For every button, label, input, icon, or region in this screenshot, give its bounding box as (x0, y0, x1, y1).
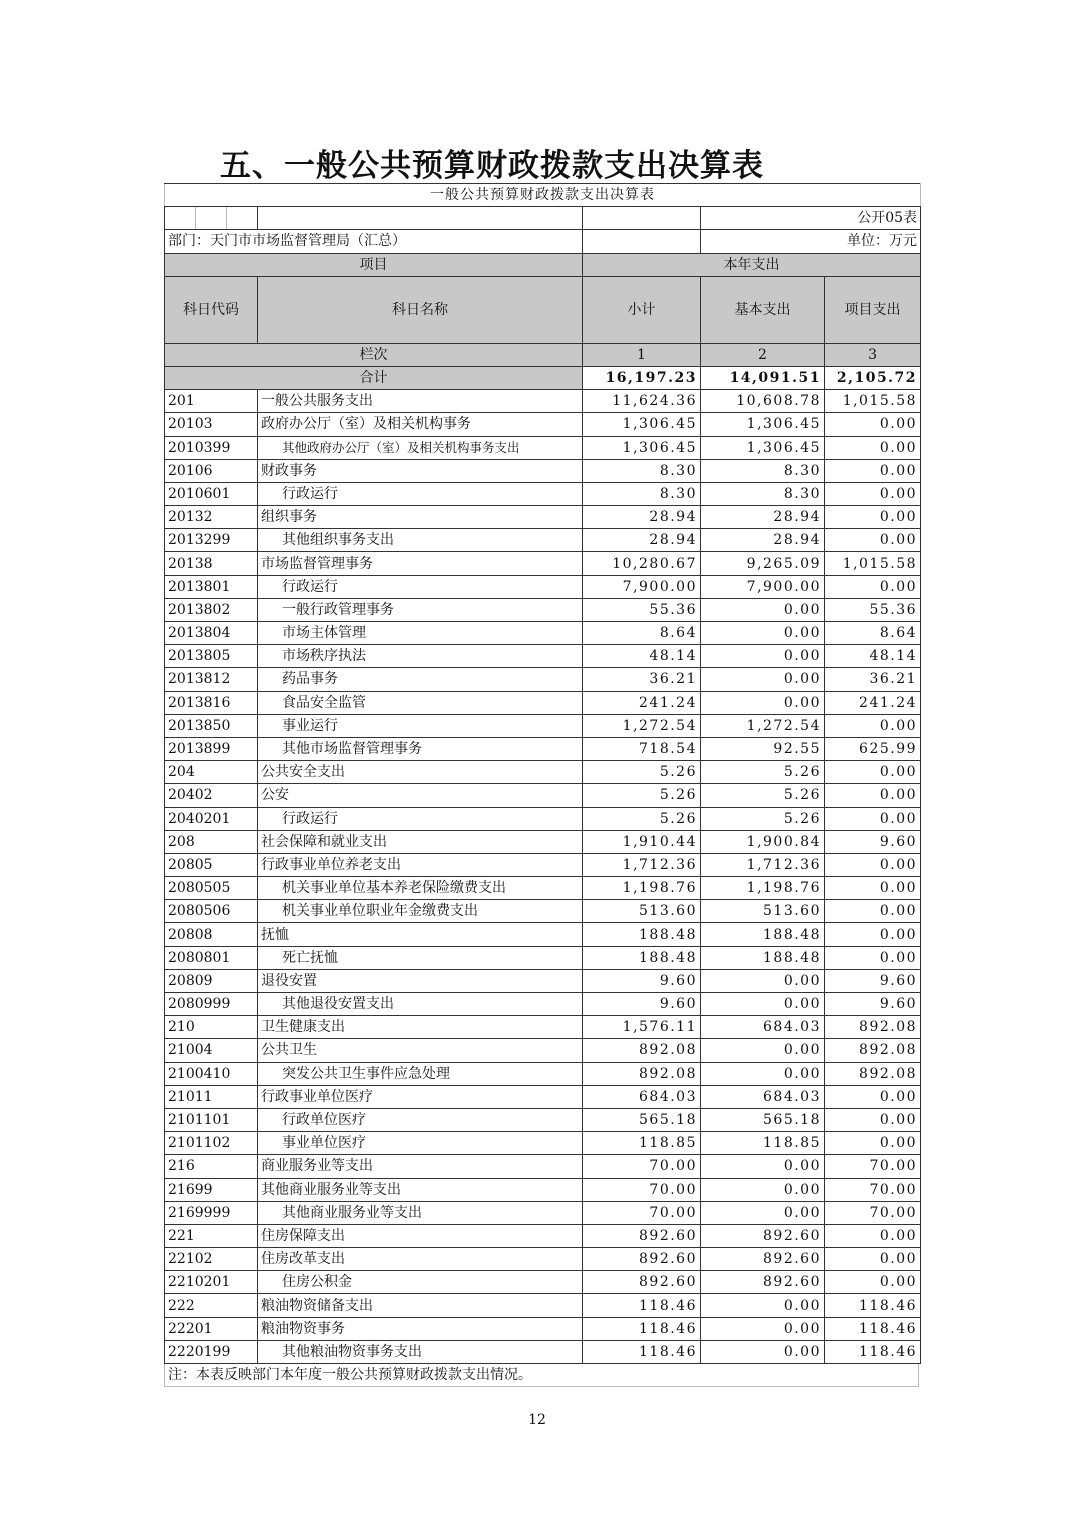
header-column-index: 栏次 (165, 343, 583, 366)
row-basic: 5.26 (701, 761, 825, 784)
row-project: 0.00 (825, 413, 921, 436)
row-basic: 188.48 (701, 923, 825, 946)
table-row (165, 1271, 921, 1294)
table-title: 一般公共预算财政拨款支出决算表 (165, 184, 921, 207)
row-project: 1,015.58 (825, 552, 921, 575)
row-basic: 0.00 (701, 598, 825, 621)
header-code: 科日代码 (165, 276, 258, 343)
row-name: 社会保障和就业支出 (258, 830, 583, 853)
table-row (165, 946, 921, 969)
row-code: 201 (165, 390, 258, 413)
row-subtotal: 1,198.76 (583, 877, 701, 900)
row-basic: 565.18 (701, 1108, 825, 1131)
blank-cell (583, 230, 701, 253)
table-row (165, 877, 921, 900)
row-code: 2080506 (165, 900, 258, 923)
row-basic: 5.26 (701, 807, 825, 830)
row-subtotal: 36.21 (583, 668, 701, 691)
table-row (165, 482, 921, 505)
row-code: 2013816 (165, 691, 258, 714)
row-name: 死亡抚恤 (258, 946, 583, 969)
row-project: 0.00 (825, 1132, 921, 1155)
row-code: 2080999 (165, 993, 258, 1016)
row-code: 208 (165, 830, 258, 853)
table-row (165, 645, 921, 668)
table-note: 注：本表反映部门本年度一般公共预算财政拨款支出情况。 (164, 1364, 919, 1387)
row-name: 行政单位医疗 (258, 1108, 583, 1131)
row-name: 其他商业服务业等支出 (258, 1201, 583, 1224)
row-basic: 0.00 (701, 1155, 825, 1178)
row-name: 公安 (258, 784, 583, 807)
row-code: 2013812 (165, 668, 258, 691)
row-subtotal: 892.60 (583, 1271, 701, 1294)
unit-label: 单位：万元 (701, 230, 921, 253)
row-subtotal: 1,306.45 (583, 413, 701, 436)
row-project: 118.46 (825, 1340, 921, 1363)
row-code: 2013899 (165, 737, 258, 760)
row-subtotal: 684.03 (583, 1085, 701, 1108)
row-subtotal: 1,306.45 (583, 436, 701, 459)
row-code: 2013801 (165, 575, 258, 598)
row-name: 行政事业单位医疗 (258, 1085, 583, 1108)
row-basic: 92.55 (701, 737, 825, 760)
row-basic: 1,272.54 (701, 714, 825, 737)
header-current-year: 本年支出 (583, 253, 921, 276)
row-code: 20805 (165, 853, 258, 876)
row-project: 0.00 (825, 761, 921, 784)
row-subtotal: 70.00 (583, 1178, 701, 1201)
row-name: 食品安全监管 (258, 691, 583, 714)
row-project: 0.00 (825, 575, 921, 598)
row-subtotal: 892.60 (583, 1248, 701, 1271)
table-row (165, 737, 921, 760)
table-row (165, 1224, 921, 1247)
header-col-3: 3 (825, 343, 921, 366)
row-project: 0.00 (825, 1224, 921, 1247)
row-code: 20809 (165, 969, 258, 992)
row-code: 2169999 (165, 1201, 258, 1224)
row-project: 0.00 (825, 506, 921, 529)
row-basic: 1,306.45 (701, 436, 825, 459)
row-basic: 684.03 (701, 1085, 825, 1108)
row-basic: 1,900.84 (701, 830, 825, 853)
row-subtotal: 5.26 (583, 761, 701, 784)
row-basic: 1,306.45 (701, 413, 825, 436)
total-basic: 14,091.51 (701, 366, 825, 389)
row-code: 222 (165, 1294, 258, 1317)
table-row (165, 529, 921, 552)
total-project: 2,105.72 (825, 366, 921, 389)
row-subtotal: 118.46 (583, 1294, 701, 1317)
table-row (165, 1340, 921, 1363)
row-name: 退役安置 (258, 969, 583, 992)
row-basic: 513.60 (701, 900, 825, 923)
row-basic: 1,712.36 (701, 853, 825, 876)
row-project: 118.46 (825, 1317, 921, 1340)
row-project: 0.00 (825, 436, 921, 459)
row-subtotal: 28.94 (583, 506, 701, 529)
row-project: 9.60 (825, 969, 921, 992)
table-row (165, 1085, 921, 1108)
row-code: 20103 (165, 413, 258, 436)
row-code: 2080505 (165, 877, 258, 900)
row-project: 0.00 (825, 923, 921, 946)
row-code: 2013804 (165, 622, 258, 645)
row-project: 0.00 (825, 1271, 921, 1294)
row-subtotal: 7,900.00 (583, 575, 701, 598)
row-project: 0.00 (825, 807, 921, 830)
row-project: 892.08 (825, 1016, 921, 1039)
table-row (165, 413, 921, 436)
row-project: 0.00 (825, 853, 921, 876)
row-subtotal: 1,272.54 (583, 714, 701, 737)
row-name: 粮油物资储备支出 (258, 1294, 583, 1317)
row-name: 突发公共卫生事件应急处理 (258, 1062, 583, 1085)
table-row (165, 598, 921, 621)
page-number: 12 (528, 1412, 546, 1428)
table-row (165, 575, 921, 598)
row-basic: 0.00 (701, 1178, 825, 1201)
row-project: 0.00 (825, 529, 921, 552)
row-basic: 684.03 (701, 1016, 825, 1039)
row-subtotal: 1,576.11 (583, 1016, 701, 1039)
row-subtotal: 1,910.44 (583, 830, 701, 853)
row-code: 2010399 (165, 436, 258, 459)
department-label: 部门：天门市市场监督管理局（汇总） (165, 230, 583, 253)
table-row (165, 1248, 921, 1271)
row-basic: 0.00 (701, 691, 825, 714)
header-col-2: 2 (701, 343, 825, 366)
page-heading: 五、一般公共预算财政拨款支出决算表 (220, 148, 764, 184)
row-project: 0.00 (825, 900, 921, 923)
row-code: 21699 (165, 1178, 258, 1201)
header-project-exp: 项目支出 (825, 276, 921, 343)
row-basic: 892.60 (701, 1224, 825, 1247)
table-row (165, 459, 921, 482)
row-basic: 8.30 (701, 459, 825, 482)
table-row (165, 1317, 921, 1340)
row-name: 市场秩序执法 (258, 645, 583, 668)
row-code: 2010601 (165, 482, 258, 505)
table-row (165, 714, 921, 737)
header-name: 科日名称 (258, 276, 583, 343)
row-code: 2013299 (165, 529, 258, 552)
row-subtotal: 118.85 (583, 1132, 701, 1155)
row-subtotal: 718.54 (583, 737, 701, 760)
row-code: 20402 (165, 784, 258, 807)
table-row (165, 506, 921, 529)
table-row (165, 691, 921, 714)
total-subtotal: 16,197.23 (583, 366, 701, 389)
row-project: 0.00 (825, 1248, 921, 1271)
form-number: 公开05表 (701, 207, 921, 230)
row-project: 0.00 (825, 459, 921, 482)
row-project: 55.36 (825, 598, 921, 621)
row-project: 0.00 (825, 714, 921, 737)
blank-cell (165, 207, 258, 230)
row-subtotal: 241.24 (583, 691, 701, 714)
row-project: 70.00 (825, 1201, 921, 1224)
table-row (165, 1155, 921, 1178)
row-basic: 0.00 (701, 1039, 825, 1062)
row-subtotal: 892.08 (583, 1039, 701, 1062)
row-name: 抚恤 (258, 923, 583, 946)
table-row (165, 1294, 921, 1317)
row-project: 892.08 (825, 1062, 921, 1085)
row-code: 2013802 (165, 598, 258, 621)
table-row (165, 1178, 921, 1201)
row-basic: 28.94 (701, 506, 825, 529)
row-basic: 118.85 (701, 1132, 825, 1155)
row-name: 其他组织事务支出 (258, 529, 583, 552)
row-basic: 5.26 (701, 784, 825, 807)
row-code: 2013805 (165, 645, 258, 668)
table-row (165, 761, 921, 784)
row-code: 21004 (165, 1039, 258, 1062)
row-name: 粮油物资事务 (258, 1317, 583, 1340)
row-name: 市场监督管理事务 (258, 552, 583, 575)
row-name: 机关事业单位基本养老保险缴费支出 (258, 877, 583, 900)
table-row (165, 993, 921, 1016)
row-name: 其他市场监督管理事务 (258, 737, 583, 760)
row-name: 行政事业单位养老支出 (258, 853, 583, 876)
table-row (165, 436, 921, 459)
row-code: 2013850 (165, 714, 258, 737)
row-code: 221 (165, 1224, 258, 1247)
row-basic: 0.00 (701, 1062, 825, 1085)
expenditure-table (164, 183, 921, 1364)
row-code: 22102 (165, 1248, 258, 1271)
row-subtotal: 892.60 (583, 1224, 701, 1247)
row-code: 204 (165, 761, 258, 784)
header-col-1: 1 (583, 343, 701, 366)
row-project: 0.00 (825, 1108, 921, 1131)
row-basic: 188.48 (701, 946, 825, 969)
row-name: 卫生健康支出 (258, 1016, 583, 1039)
row-code: 2100410 (165, 1062, 258, 1085)
row-project: 0.00 (825, 877, 921, 900)
row-subtotal: 10,280.67 (583, 552, 701, 575)
row-name: 其他粮油物资事务支出 (258, 1340, 583, 1363)
row-name: 政府办公厅（室）及相关机构事务 (258, 413, 583, 436)
row-code: 2080801 (165, 946, 258, 969)
row-subtotal: 8.64 (583, 622, 701, 645)
row-basic: 0.00 (701, 622, 825, 645)
row-name: 公共卫生 (258, 1039, 583, 1062)
row-subtotal: 5.26 (583, 807, 701, 830)
row-subtotal: 55.36 (583, 598, 701, 621)
row-subtotal: 9.60 (583, 969, 701, 992)
row-project: 118.46 (825, 1294, 921, 1317)
total-row (165, 366, 921, 389)
table-row (165, 1201, 921, 1224)
header-basic: 基本支出 (701, 276, 825, 343)
expenditure-sheet (164, 183, 920, 1387)
row-basic: 28.94 (701, 529, 825, 552)
row-basic: 1,198.76 (701, 877, 825, 900)
table-row (165, 830, 921, 853)
row-basic: 7,900.00 (701, 575, 825, 598)
row-subtotal: 9.60 (583, 993, 701, 1016)
row-basic: 9,265.09 (701, 552, 825, 575)
row-subtotal: 48.14 (583, 645, 701, 668)
row-subtotal: 8.30 (583, 459, 701, 482)
row-code: 216 (165, 1155, 258, 1178)
row-subtotal: 188.48 (583, 946, 701, 969)
row-project: 0.00 (825, 946, 921, 969)
row-subtotal: 1,712.36 (583, 853, 701, 876)
table-row (165, 969, 921, 992)
row-code: 2101101 (165, 1108, 258, 1131)
row-name: 财政事务 (258, 459, 583, 482)
table-row (165, 552, 921, 575)
row-basic: 892.60 (701, 1271, 825, 1294)
row-project: 70.00 (825, 1178, 921, 1201)
row-name: 行政运行 (258, 482, 583, 505)
row-name: 药品事务 (258, 668, 583, 691)
table-row (165, 853, 921, 876)
table-row (165, 622, 921, 645)
row-name: 其他商业服务业等支出 (258, 1178, 583, 1201)
row-project: 8.64 (825, 622, 921, 645)
row-basic: 0.00 (701, 1340, 825, 1363)
row-project: 36.21 (825, 668, 921, 691)
row-name: 事业单位医疗 (258, 1132, 583, 1155)
row-basic: 0.00 (701, 993, 825, 1016)
row-project: 0.00 (825, 482, 921, 505)
row-code: 20106 (165, 459, 258, 482)
row-name: 行政运行 (258, 575, 583, 598)
row-name: 住房改革支出 (258, 1248, 583, 1271)
row-name: 住房保障支出 (258, 1224, 583, 1247)
row-subtotal: 565.18 (583, 1108, 701, 1131)
row-name: 市场主体管理 (258, 622, 583, 645)
row-basic: 0.00 (701, 1317, 825, 1340)
row-name: 一般行政管理事务 (258, 598, 583, 621)
row-subtotal: 11,624.36 (583, 390, 701, 413)
table-row (165, 1016, 921, 1039)
row-basic: 0.00 (701, 645, 825, 668)
row-code: 2040201 (165, 807, 258, 830)
table-row (165, 1039, 921, 1062)
table-row (165, 390, 921, 413)
row-name: 其他政府办公厅（室）及相关机构事务支出 (258, 436, 583, 459)
table-row (165, 923, 921, 946)
table-row (165, 1132, 921, 1155)
row-code: 2210201 (165, 1271, 258, 1294)
row-code: 2101102 (165, 1132, 258, 1155)
row-subtotal: 513.60 (583, 900, 701, 923)
row-name: 组织事务 (258, 506, 583, 529)
row-project: 625.99 (825, 737, 921, 760)
total-label: 合计 (165, 366, 583, 389)
blank-cell (583, 207, 701, 230)
row-project: 0.00 (825, 1085, 921, 1108)
row-project: 9.60 (825, 993, 921, 1016)
table-row (165, 1062, 921, 1085)
row-project: 892.08 (825, 1039, 921, 1062)
row-subtotal: 28.94 (583, 529, 701, 552)
row-subtotal: 70.00 (583, 1155, 701, 1178)
row-project: 241.24 (825, 691, 921, 714)
row-code: 20132 (165, 506, 258, 529)
row-code: 210 (165, 1016, 258, 1039)
row-name: 行政运行 (258, 807, 583, 830)
row-basic: 0.00 (701, 668, 825, 691)
table-row (165, 784, 921, 807)
row-subtotal: 118.46 (583, 1317, 701, 1340)
row-name: 住房公积金 (258, 1271, 583, 1294)
row-basic: 0.00 (701, 969, 825, 992)
header-subtotal: 小计 (583, 276, 701, 343)
row-subtotal: 118.46 (583, 1340, 701, 1363)
row-name: 一般公共服务支出 (258, 390, 583, 413)
row-basic: 892.60 (701, 1248, 825, 1271)
table-row (165, 668, 921, 691)
row-code: 20138 (165, 552, 258, 575)
row-project: 1,015.58 (825, 390, 921, 413)
row-code: 22201 (165, 1317, 258, 1340)
row-subtotal: 8.30 (583, 482, 701, 505)
table-row (165, 1108, 921, 1131)
row-basic: 0.00 (701, 1294, 825, 1317)
row-code: 2220199 (165, 1340, 258, 1363)
row-name: 其他退役安置支出 (258, 993, 583, 1016)
row-project: 70.00 (825, 1155, 921, 1178)
row-code: 20808 (165, 923, 258, 946)
row-basic: 0.00 (701, 1201, 825, 1224)
row-project: 48.14 (825, 645, 921, 668)
row-basic: 8.30 (701, 482, 825, 505)
row-name: 机关事业单位职业年金缴费支出 (258, 900, 583, 923)
row-subtotal: 892.08 (583, 1062, 701, 1085)
row-subtotal: 188.48 (583, 923, 701, 946)
table-row (165, 807, 921, 830)
row-subtotal: 70.00 (583, 1201, 701, 1224)
row-code: 21011 (165, 1085, 258, 1108)
row-basic: 10,608.78 (701, 390, 825, 413)
row-name: 公共安全支出 (258, 761, 583, 784)
blank-cell (258, 207, 583, 230)
row-project: 9.60 (825, 830, 921, 853)
row-project: 0.00 (825, 784, 921, 807)
row-name: 事业运行 (258, 714, 583, 737)
row-name: 商业服务业等支出 (258, 1155, 583, 1178)
table-row (165, 900, 921, 923)
row-subtotal: 5.26 (583, 784, 701, 807)
header-project: 项目 (165, 253, 583, 276)
